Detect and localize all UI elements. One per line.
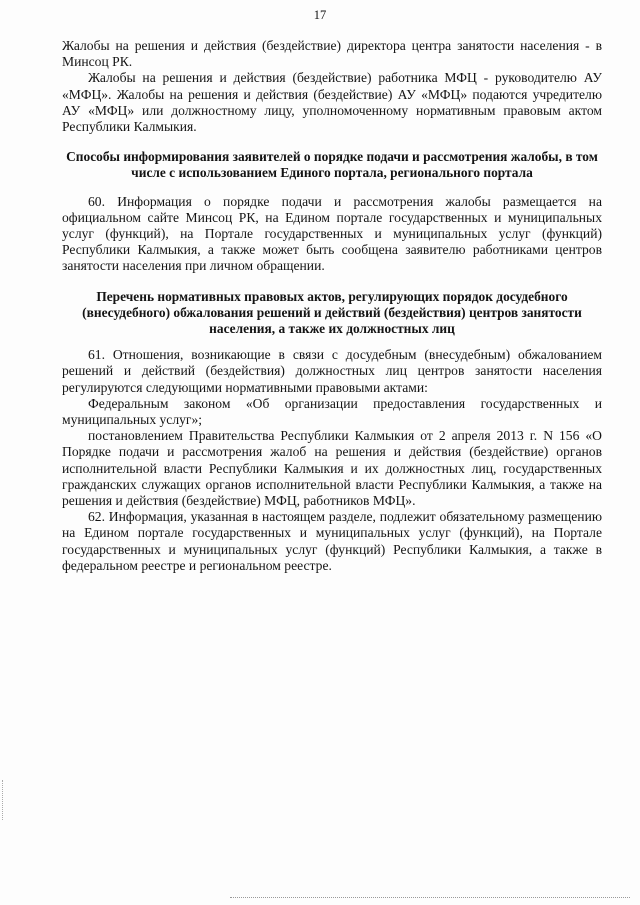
- scan-bottom-mark: [230, 897, 630, 899]
- paragraph-federal-law: Федеральным законом «Об организации предоставления государственных и муниципальных услуг»;: [62, 395, 602, 428]
- paragraph-complaints-mfc: Жалобы на решения и действия (бездействие) работника МФЦ - руководителю АУ «МФЦ». Жалобы на решения и действия (бездействие) АУ «МФЦ» подаются учредителю АУ «МФЦ» или должностному лицу, уполномоченному нормативным правовым актом Республики Калмыкия.: [62, 70, 602, 135]
- paragraph-complaints-director: Жалобы на решения и действия (бездействие) директора центра занятости населения - в Минсоц РК.: [62, 38, 602, 70]
- paragraph-government-resolution: постановлением Правительства Республики Калмыкия от 2 апреля 2013 г. N 156 «О Порядке подачи и рассмотрения жалоб на решения и действия (бездействие) органов исполнительной власти Республики Калмыкия и их должностных лиц, государственных гражданских служащих органов исполнительной власти Республики Калмыкия, а также на решения и действия (бездействие) МФЦ, работников МФЦ».: [62, 428, 602, 509]
- section-heading-legal-acts: Перечень нормативных правовых актов, регулирующих порядок досудебного (внесудебного) обжалования решений и действий (бездействия) центров занятости населения, а также их должностных лиц: [82, 288, 582, 337]
- paragraph-60: 60. Информация о порядке подачи и рассмотрения жалобы размещается на официальном сайте Минсоц РК, на Едином портале государственных и муниципальных услуг (функций), на Портале государственных и муниципальных услуг (функций) Республики Калмыкия, а также может быть сообщена заявителю работниками центров занятости населения при личном обращении.: [62, 193, 602, 274]
- paragraph-62: 62. Информация, указанная в настоящем разделе, подлежит обязательному размещению на Едином портале государственных и муниципальных услуг (функций), на Портале государственных и муниципальных услуг (функций) Республики Калмыкия, а также в федеральном реестре и региональном реестре.: [62, 509, 602, 573]
- page-number: 17: [313, 8, 327, 22]
- document-body: [62, 38, 602, 574]
- scan-edge-mark: [2, 780, 5, 820]
- paragraph-61: 61. Отношения, возникающие в связи с досудебным (внесудебным) обжалованием решений и действий (бездействия) должностных лиц центров занятости населения регулируются следующими нормативными правовыми актами:: [62, 347, 602, 395]
- section-heading-informing: Способы информирования заявителей о порядке подачи и рассмотрения жалобы, в том числе с использованием Единого портала, регионального портала: [66, 149, 598, 181]
